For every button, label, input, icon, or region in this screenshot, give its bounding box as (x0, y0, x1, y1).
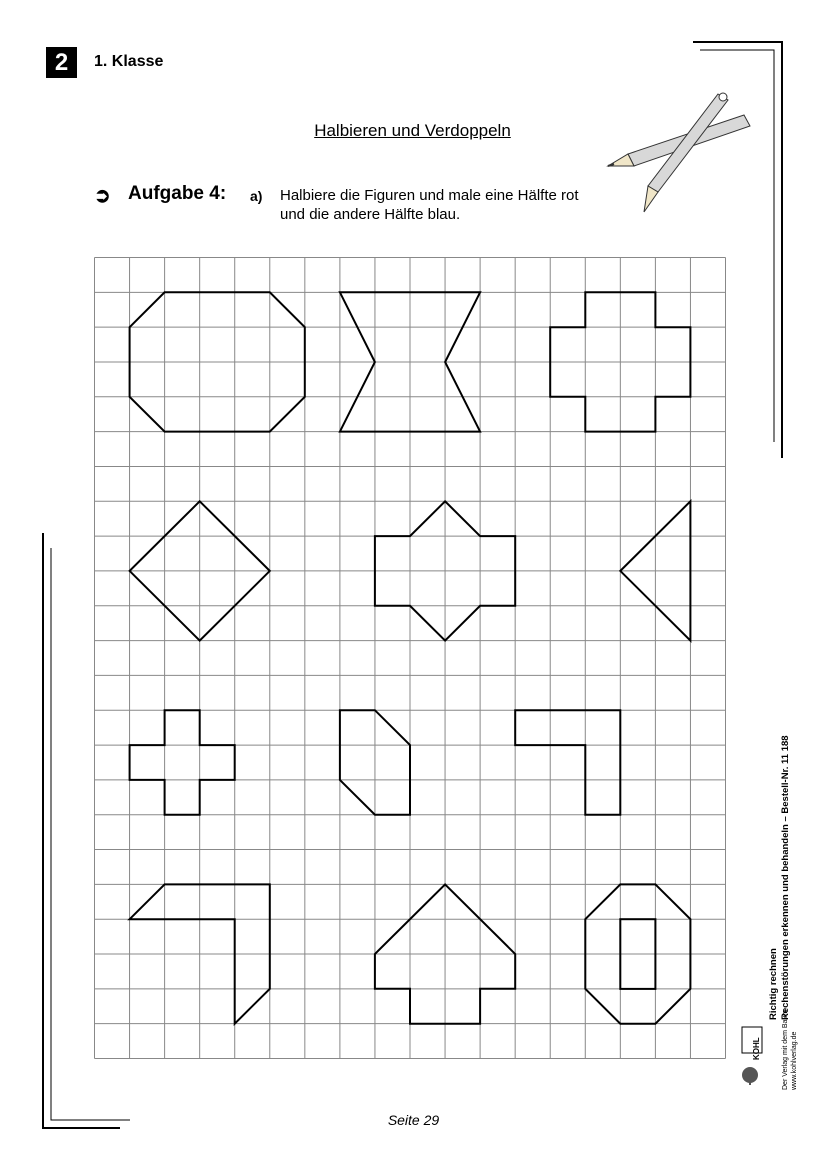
worksheet-title: Halbieren und Verdoppeln (314, 121, 511, 140)
figure-cross-small (130, 710, 235, 815)
pencils-illustration (600, 88, 760, 218)
publisher-info (781, 1010, 799, 1090)
side-book-info (768, 735, 792, 1020)
chapter-badge: 2 (46, 47, 77, 78)
grade-label: 1. Klasse (94, 53, 164, 70)
side-book-subtitle: Rechenstörungen erkennen und behandeln – Bestell-Nr. 11 188 (780, 735, 791, 1020)
publisher-url: www.kohlverlag.de (791, 1031, 798, 1090)
task-text-line-2: und die andere Hälfte blau. (280, 206, 461, 223)
task-instructions (280, 186, 620, 224)
figure-l-shape-right (515, 710, 620, 815)
task-part-label: a) (250, 188, 263, 204)
publisher-slogan: Der Verlag mit dem Baum (782, 1009, 789, 1090)
task-label: Aufgabe 4: (128, 183, 227, 204)
page-number: Seite 29 (387, 1112, 440, 1128)
side-book-title: Richtig rechnen (768, 948, 779, 1020)
square-grid (94, 257, 726, 1059)
task-text-line-1: Halbiere die Figuren und male eine Hälfte rot (280, 187, 579, 204)
task-arrow-icon: ➲ (94, 185, 111, 207)
publisher-logo-text: KOHL (752, 1037, 761, 1060)
